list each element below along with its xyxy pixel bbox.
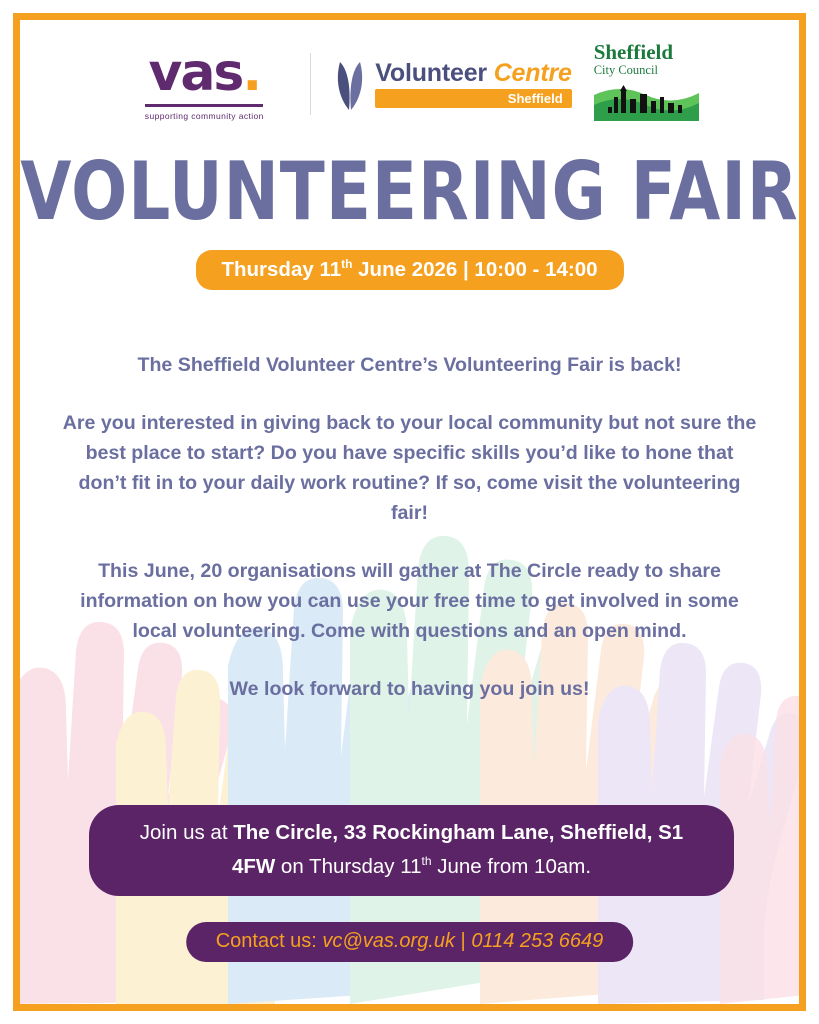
volunteer-centre-sheffield-logo (333, 58, 571, 110)
paragraph-4: We look forward to having you join us! (229, 678, 590, 700)
paragraph-1: The Sheffield Volunteer Centre’s Volunteering Fair is back! (137, 354, 682, 376)
volunteer-word: Volunteer (375, 59, 494, 87)
logo-row (20, 34, 799, 134)
poster-content (20, 20, 799, 1004)
vas-logo (120, 43, 288, 121)
centre-word: Centre (493, 59, 572, 87)
event-date-ordinal: th (341, 257, 353, 271)
vas-tagline: supporting community action (144, 111, 264, 121)
venue-banner (89, 805, 734, 896)
venue-ordinal: th (421, 854, 432, 869)
sheffield-word: Sheffield (507, 91, 563, 106)
body-copy (62, 350, 757, 704)
page-title: VOLUNTEERING FAIR (20, 144, 799, 239)
contact-label: Contact us: (215, 930, 323, 952)
venue-lead: Join us at (139, 821, 234, 845)
council-line1: Sheffield (593, 40, 674, 64)
venue-tail-a: on Thursday 11 (275, 855, 422, 878)
council-line2: City Council (593, 63, 658, 77)
contact-phone[interactable]: 0114 253 6649 (471, 930, 604, 952)
vas-dot-icon: . (242, 43, 261, 103)
vas-wordmark (120, 43, 288, 103)
contact-email[interactable]: vc@vas.org.uk (322, 930, 455, 952)
volunteer-centre-title (375, 60, 571, 86)
contact-badge[interactable] (186, 922, 634, 962)
vas-wordmark-text: vas (148, 43, 243, 103)
paragraph-2: Are you interested in giving back to your local community but not sure the best place to start? Do you have specific skills you’d like to hone that don’t fit in to your daily work routine? If so, come visit the volunteering fair! (62, 412, 757, 524)
volunteer-centre-bar (375, 89, 571, 108)
event-date-prefix: Thursday 11 (221, 257, 342, 281)
event-date-badge (195, 250, 623, 290)
volunteer-centre-text (375, 60, 571, 108)
leaf-icon (333, 58, 367, 110)
vas-rule-divider (145, 104, 263, 107)
venue-address: The Circle, 33 Rockingham Lane, Sheffield, S1 4FW (231, 821, 684, 878)
logo-divider (310, 53, 311, 115)
venue-tail-b: June from 10am. (431, 855, 592, 878)
event-date-suffix: June 2026 | 10:00 - 14:00 (352, 257, 598, 281)
council-crest-icon (594, 79, 699, 121)
contact-separator: | (455, 930, 472, 952)
sheffield-city-council-logo (594, 42, 699, 126)
paragraph-3: This June, 20 organisations will gather at The Circle ready to share information on how you can use your free time to get involved in some local volunteering. Come with questions and an open mind. (80, 560, 739, 642)
